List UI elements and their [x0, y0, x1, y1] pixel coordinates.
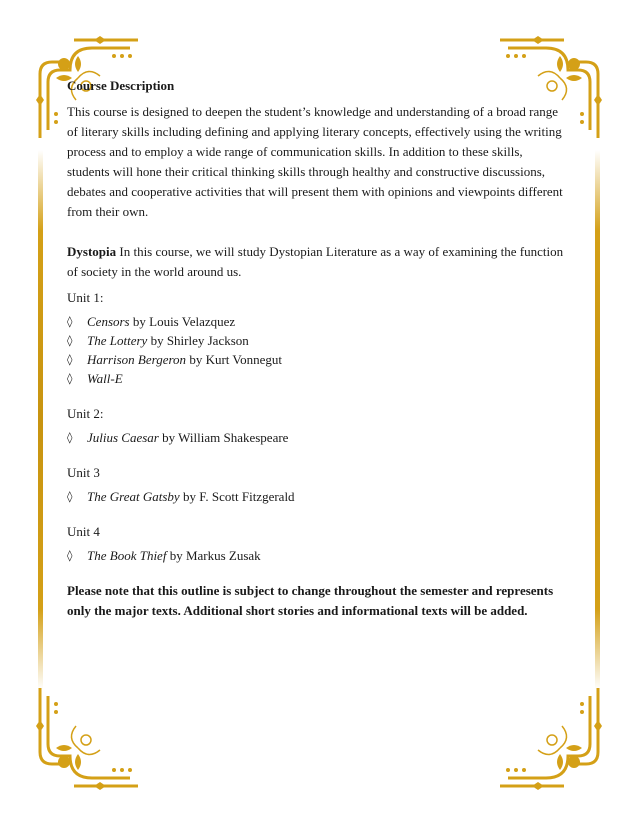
- book-list: [67, 546, 567, 565]
- book-list: [67, 428, 567, 447]
- unit-block: [67, 522, 567, 565]
- unit-title: Unit 2:: [67, 406, 104, 421]
- book-author: by William Shakespeare: [158, 430, 289, 445]
- unit-block: [67, 463, 567, 506]
- book-title: Wall-E: [87, 371, 123, 386]
- diamond-bullet-icon: ◊: [67, 315, 73, 328]
- right-gold-border: [595, 150, 600, 690]
- disclaimer-note: Please note that this outline is subject to change throughout the semester and represents only the major texts. Additional short stories and informational texts will be added.: [67, 583, 554, 618]
- diamond-bullet-icon: ◊: [67, 334, 73, 347]
- book-author: by F. Scott Fitzgerald: [179, 489, 295, 504]
- ornament-corner-bottom-left-icon: [34, 682, 144, 792]
- unit-block: [67, 288, 567, 388]
- book-list: [67, 487, 567, 506]
- theme-paragraph: [67, 242, 567, 282]
- course-description-paragraph: This course is designed to deepen the student’s knowledge and understanding of a broad range of literary skills including defining and applying literary concepts, effectively using the writing process and to employ a wide range of communication skills. In addition to these skills, students will hone their critical thinking skills through healthy and constructive discussions, debates and cooperative activities that will present them with opinions and viewpoints different from their own.: [67, 104, 563, 219]
- book-list-item: [67, 350, 567, 369]
- book-list: [67, 312, 567, 388]
- book-title: The Lottery: [87, 333, 148, 348]
- left-gold-border: [38, 150, 43, 690]
- book-author: by Louis Velazquez: [129, 314, 236, 329]
- section-heading: Course Description: [67, 78, 175, 93]
- book-list-item: [67, 487, 567, 506]
- book-title: Julius Caesar: [87, 430, 159, 445]
- book-list-item: [67, 428, 567, 447]
- book-list-item: [67, 312, 567, 331]
- diamond-bullet-icon: ◊: [67, 353, 73, 366]
- ornament-corner-bottom-right-icon: [494, 682, 604, 792]
- unit-title: Unit 4: [67, 524, 100, 539]
- book-title: The Book Thief: [87, 548, 167, 563]
- unit-block: [67, 404, 567, 447]
- unit-title: Unit 1:: [67, 290, 104, 305]
- diamond-bullet-icon: ◊: [67, 490, 73, 503]
- book-list-item: [67, 331, 567, 350]
- theme-text: In this course, we will study Dystopian Literature as a way of examining the function of society in the world around us.: [67, 244, 564, 279]
- book-author: by Shirley Jackson: [147, 333, 249, 348]
- book-author: by Kurt Vonnegut: [186, 352, 283, 367]
- book-title: The Great Gatsby: [87, 489, 180, 504]
- diamond-bullet-icon: ◊: [67, 431, 73, 444]
- diamond-bullet-icon: ◊: [67, 372, 73, 385]
- unit-title: Unit 3: [67, 465, 100, 480]
- book-author: by Markus Zusak: [166, 548, 261, 563]
- diamond-bullet-icon: ◊: [67, 549, 73, 562]
- document-body: [67, 76, 567, 621]
- book-title: Censors: [87, 314, 130, 329]
- book-title: Harrison Bergeron: [87, 352, 187, 367]
- theme-label: Dystopia: [67, 244, 117, 259]
- book-list-item: [67, 546, 567, 565]
- book-list-item: [67, 369, 567, 388]
